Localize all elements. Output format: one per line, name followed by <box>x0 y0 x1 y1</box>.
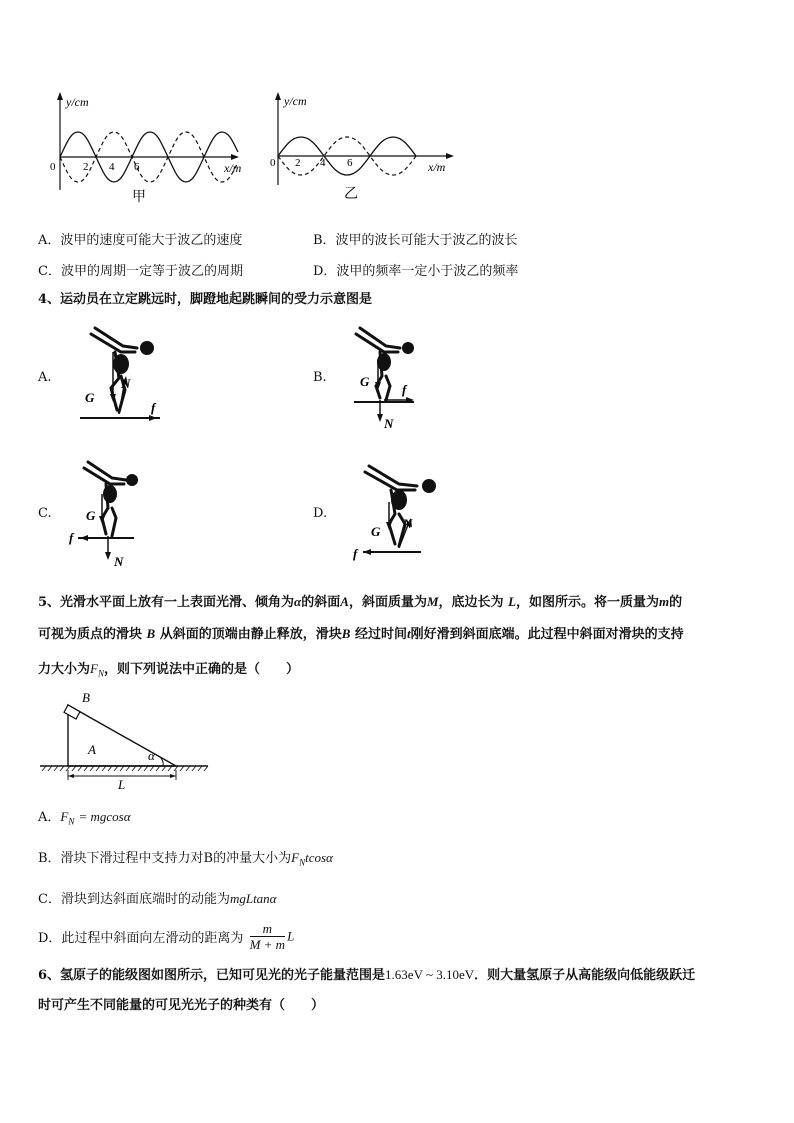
jumper-figure-b <box>350 320 430 435</box>
force-label-n: N <box>121 376 131 391</box>
normal-arrow-icon <box>377 414 383 422</box>
force-label-f: f <box>402 382 407 397</box>
q3-option-c[interactable]: C．波甲的周期一定等于波乙的周期 <box>38 264 243 279</box>
q5-stem-line-2: 可视为质点的滑块 B 从斜面的顶端由静止释放，滑块B 经过时间t刚好滑到斜面底端。此过程中斜面对滑块的支持 <box>38 626 684 642</box>
tick-label: 4 <box>320 157 326 169</box>
q6-stem-line-2: 时可产生不同能量的可见光光子的种类有（ ） <box>38 998 325 1013</box>
slider-block <box>64 705 80 719</box>
q3-option-a[interactable]: A．波甲的速度可能大于波乙的速度 <box>38 233 243 248</box>
q4-option-a-label[interactable]: A. <box>38 370 52 385</box>
incline-figure <box>36 690 211 795</box>
y-axis-label: y/cm <box>66 95 89 109</box>
force-label-g: G <box>360 374 370 389</box>
incline-triangle <box>68 705 176 766</box>
torso <box>391 490 407 510</box>
torso <box>103 485 117 503</box>
force-label-f: f <box>353 546 358 561</box>
q6-stem-line-1: 6、氢原子的能级图如图所示，已知可见光的光子能量范围是1.63eV ~ 3.10eV．则大量氢原子从高能级向低能级跃迁 <box>38 967 696 983</box>
jumper-figure-c <box>66 452 156 572</box>
q3-option-b[interactable]: B．波甲的波长可能大于波乙的波长 <box>313 233 518 248</box>
tick-label: 6 <box>347 157 353 169</box>
label-l: L <box>118 777 126 792</box>
jumper-figure-d <box>345 458 445 566</box>
q5-option-a[interactable]: A．$F_N = mgcos\alpha$ <box>38 809 131 827</box>
figure-caption: 甲 <box>132 190 146 205</box>
head <box>140 341 154 355</box>
wave-figure-jia <box>40 90 250 205</box>
q5-option-c[interactable]: C．滑块到达斜面底端时的动能为mgLtanα <box>38 891 277 907</box>
q4-option-c-label[interactable]: C. <box>38 506 52 521</box>
q5-option-b[interactable]: B．滑块下滑过程中支持力对B的冲量大小为$F_Ntcos\alpha$ <box>38 850 333 868</box>
y-axis-arrow-icon <box>275 92 281 100</box>
force-label-n: N <box>114 554 124 569</box>
origin-label: 0 <box>50 161 56 173</box>
friction-arrow-icon <box>149 415 157 421</box>
head <box>402 342 414 354</box>
normal-arrow-icon <box>105 552 111 560</box>
torso <box>377 353 391 371</box>
label-b: B <box>82 690 90 705</box>
tick-label: 2 <box>295 157 301 169</box>
force-label-n: N <box>384 416 394 431</box>
x-axis-label: x/m <box>224 161 242 175</box>
torso <box>113 354 129 374</box>
force-label-g: G <box>86 508 96 523</box>
friction-arrow-icon <box>80 535 88 541</box>
friction-arrow-icon <box>363 549 371 555</box>
force-label-g: G <box>85 390 95 405</box>
x-axis-arrow-icon <box>231 154 239 160</box>
head <box>422 479 436 493</box>
q4-stem: 4、运动员在立定跳远时，脚蹬地起跳瞬间的受力示意图是 <box>38 292 373 307</box>
tick-label: 6 <box>134 161 140 173</box>
fraction: $\frac{m}{M + m}$ <box>249 921 286 952</box>
q4-option-d-label[interactable]: D. <box>313 506 328 521</box>
force-label-f: f <box>69 530 74 545</box>
wave-figure-yi <box>262 90 462 205</box>
q5-stem-line-3: 力大小为$F_N$，则下列说法中正确的是（ ） <box>38 661 299 679</box>
head <box>126 474 138 486</box>
y-axis-arrow-icon <box>57 92 63 100</box>
force-label-f: f <box>151 400 156 415</box>
y-axis-label: y/cm <box>284 94 307 108</box>
tick-label: 4 <box>109 161 115 173</box>
jumper-figure-a <box>75 318 175 430</box>
label-a: A <box>88 742 96 757</box>
q5-stem-line-1: 5、光滑水平面上放有一上表面光滑、倾角为α的斜面A，斜面质量为M，底边长为 L，如图所示。将一质量为m的 <box>38 594 683 610</box>
q4-option-b-label[interactable]: B. <box>313 370 327 385</box>
q5-option-d[interactable]: D．此过程中斜面向左滑动的距离为 $\frac{m}{M + m}$ L <box>38 921 295 952</box>
label-alpha: α <box>148 748 155 763</box>
origin-label: 0 <box>270 157 276 169</box>
x-axis-arrow-icon <box>446 153 454 159</box>
figure-caption: 乙 <box>344 187 358 202</box>
q3-option-d[interactable]: D．波甲的频率一定小于波乙的频率 <box>313 264 519 279</box>
dimension-arrow-right-icon <box>170 774 176 778</box>
force-label-n: N <box>403 516 413 531</box>
x-axis-label: x/m <box>428 160 446 174</box>
tick-label: 2 <box>83 161 89 173</box>
force-label-g: G <box>371 524 381 539</box>
dimension-arrow-left-icon <box>68 774 74 778</box>
